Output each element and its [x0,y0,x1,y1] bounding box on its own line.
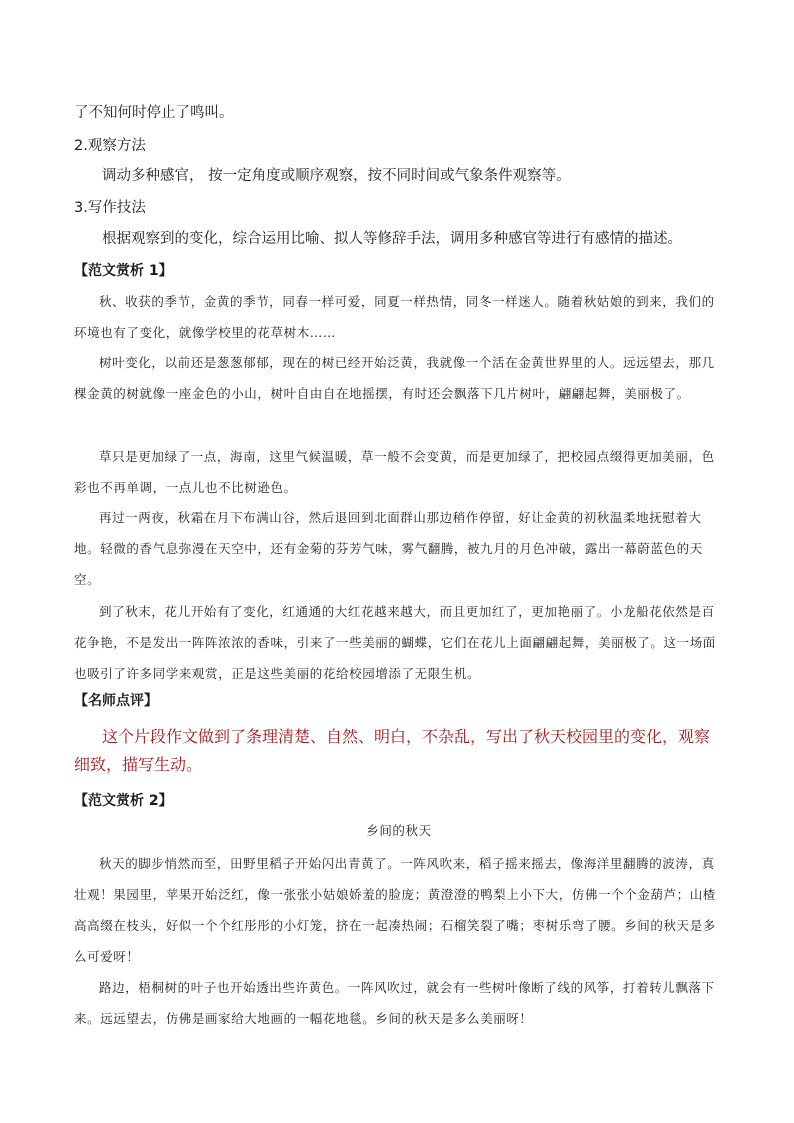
continued-line: 了不知何时停止了鸣叫。 [74,105,234,121]
example1-paragraph: 草只是更加绿了一点，海南，这里气候温暖，草一般不会变黄，而是更加绿了，把校园点缀得更加美丽，色彩也不再单调，一点儿也不比树逊色。 [74,449,715,495]
example1-paragraph: 到了秋末，花儿开始有了变化，红通通的大红花越来越大，而且更加红了，更加艳丽了。小龙船花依然是百花争艳，不是发出一阵阵浓浓的香味，引来了一些美丽的蝴蝶，它们在花儿上面翩翩起舞，美丽极了。这一场面也吸引了许多同学来观赏，正是这些美丽的花给校园增添了无限生机。 [74,604,716,681]
example2-label: 【范文赏析 2】 [74,793,173,809]
example2-paragraph: 秋天的脚步悄然而至，田野里稻子开始闪出青黄了。一阵风吹来，稻子摇来摇去，像海洋里翻腾的波涛，真壮观！果园里，苹果开始泛红，像一张张小姑娘娇羞的脸庞；黄澄澄的鸭梨上小下大，仿佛一个个金葫芦；山楂高高缀在枝头，好似一个个红彤彤的小灯笼，挤在一起凑热闹；石榴笑裂了嘴；枣树乐弯了腰。乡间的秋天是多么可爱呀！ [74,856,716,964]
example1-paragraph: 树叶变化，以前还是葱葱郁郁，现在的树已经开始泛黄，我就像一个活在金黄世界里的人。远远望去，那几棵金黄的树就像一座金色的小山，树叶自由自在地摇摆，有时还会飘落下几片树叶，翩翩起舞，美丽极了。 [74,355,715,401]
example1-paragraph: 再过一两夜，秋霜在月下布满山谷，然后退回到北面群山那边稍作停留，好让金黄的初秋温柔地抚慰着大地。轻微的香气息弥漫在天空中，还有金菊的芬芳气味，雾气翻腾，被九月的月色冲破，露出一幕蔚蓝色的天空。 [74,510,703,587]
section-heading-observation-method: 2.观察方法 [74,138,146,154]
example2-title: 乡间的秋天 [366,823,432,838]
example1-paragraph: 秋、收获的季节，金黄的季节，同春一样可爱，同夏一样热情，同冬一样迷人。随着秋姑娘的到来，我们的环境也有了变化，就像学校里的花草树木…… [74,294,715,340]
example1-label: 【范文赏析 1】 [74,263,173,279]
teacher-comment-label: 【名师点评】 [74,693,158,709]
teacher-comment-text: 这个片段作文做到了条理清楚、自然、明白，不杂乱，写出了秋天校园里的变化，观察细致，描写生动。 [74,727,711,774]
example2-paragraph: 路边，梧桐树的叶子也开始透出些许黄色。一阵风吹过，就会有一些树叶像断了线的风筝，打着转儿飘落下来。远远望去，仿佛是画家给大地画的一幅花地毯。乡间的秋天是多么美丽呀！ [74,980,715,1026]
section-heading-writing-technique: 3.写作技法 [74,200,146,216]
section-body-observation-method: 调动多种感官， 按一定角度或顺序观察，按不同时间或气象条件观察等。 [102,168,571,184]
section-body-writing-technique: 根据观察到的变化，综合运用比喻、拟人等修辞手法，调用多种感官等进行有感情的描述。 [102,231,682,247]
